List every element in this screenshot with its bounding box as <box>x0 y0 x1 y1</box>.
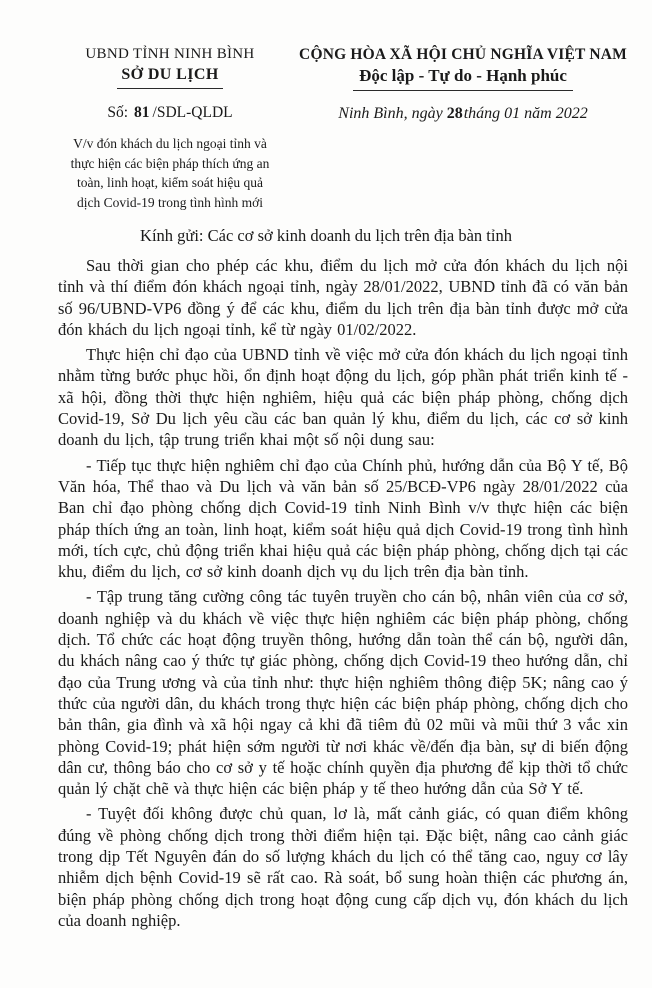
document-number-label: Số: <box>107 104 129 121</box>
national-title: CỘNG HÒA XÃ HỘI CHỦ NGHĨA VIỆT NAM <box>299 46 627 63</box>
body-paragraph: Sau thời gian cho phép các khu, điểm du lịch mở cửa đón khách du lịch nội tỉnh và thí điểm đón khách ngoại tỉnh, ngày 28/01/2022, UBND tỉnh đã có văn bản số 96/UBND-VP6 đồng ý để các khu, điểm du lịch trên địa bàn tỉnh được mở cửa đón khách du lịch ngoại tỉnh, kể từ ngày 01/02/2022. <box>58 256 628 339</box>
subject-line: thực hiện các biện pháp thích ứng an <box>70 155 270 171</box>
subject-line: V/v đón khách du lịch ngoại tỉnh và <box>73 136 267 151</box>
national-block <box>296 44 630 124</box>
document-number <box>44 102 296 123</box>
body-paragraph: Thực hiện chỉ đạo của UBND tỉnh về việc mở cửa đón khách du lịch ngoại tỉnh nhằm từng bước phục hồi, ổn định hoạt động du lịch, góp phần phát triển kinh tế - xã hội, đồng thời thực hiện nghiêm, hiệu quả các biện pháp phòng, chống dịch Covid-19, Sở Du lịch yêu cầu các ban quản lý khu, điểm du lịch, các cơ sở kinh doanh du lịch, tập trung triển khai một số nội dung sau: <box>58 345 628 450</box>
place-date-suffix: tháng 01 năm 2022 <box>463 105 588 122</box>
letter-header <box>0 44 652 212</box>
document-subject <box>51 134 289 212</box>
letter-body <box>58 255 628 931</box>
national-slogan: Độc lập - Tự do - Hạnh phúc <box>353 65 573 91</box>
subject-line: dịch Covid-19 trong tình hình mới <box>76 194 263 210</box>
salutation: Kính gửi: Các cơ sở kinh doanh du lịch trên địa bàn tỉnh <box>140 226 512 245</box>
date-day: 28 <box>446 105 463 122</box>
issuer-block <box>44 44 296 212</box>
issuer-org-name: SỞ DU LỊCH <box>117 64 222 89</box>
document-number-value: 81 <box>134 104 150 121</box>
body-paragraph: - Tiếp tục thực hiện nghiêm chỉ đạo của Chính phủ, hướng dẫn của Bộ Y tế, Bộ Văn hóa, Thể thao và Du lịch và văn bản số 25/BCĐ-VP6 ngày 28/01/2022 của Ban chỉ đạo phòng chống dịch Covid-19 tỉnh Ninh Bình v/v thực hiện các biện pháp thích ứng an toàn, linh hoạt, kiểm soát hiệu quả dịch Covid-19 trong tình hình mới, tích cực, chủ động triển khai hiệu quả các biện pháp phòng, chống dịch tại các khu, điểm du lịch, cơ sở kinh doanh dịch vụ du lịch trên địa bàn tỉnh. <box>58 455 628 582</box>
national-slogan-wrap <box>296 65 630 91</box>
document-number-suffix: /SDL-QLDL <box>152 104 233 121</box>
body-paragraph: - Tuyệt đối không được chủ quan, lơ là, mất cảnh giác, có quan điểm không đúng về phòng chống dịch trong thời điểm hiện tại. Đặc biệt, nâng cao cảnh giác trong dịp Tết Nguyên đán do số lượng khách du lịch có thể tăng cao, nguy cơ lây nhiễm dịch bệnh Covid-19 sẽ rất cao. Rà soát, bổ sung hoàn thiện các phương án, biện pháp phòng chống dịch trong hoạt động cung cấp dịch vụ, đón khách du lịch của doanh nghiệp. <box>58 804 628 930</box>
issuer-org-wrap <box>44 64 296 89</box>
place-and-date <box>296 103 630 124</box>
body-paragraph: - Tập trung tăng cường công tác tuyên truyền cho cán bộ, nhân viên của cơ sở, doanh nghiệp và du khách về việc thực hiện nghiêm các biện pháp phòng, chống dịch. Tổ chức các hoạt động truyền thông, hướng dẫn toàn thể cán bộ, người dân, du khách nâng cao ý thức tự giác phòng, chống dịch Covid-19 theo hướng dẫn, chỉ đạo của Trung ương và của tỉnh như: thực hiện nghiêm thông điệp 5K; nâng cao ý thức của người dân, du khách trong thực hiện các biện pháp phòng, chống dịch cho bản thân, gia đình và xã hội ngay cả khi đã tiêm đủ 02 mũi và mũi thứ 3 vắc xin phòng Covid-19; phát hiện sớm người từ nơi khác về/đến địa bàn, sự di biến động dân cư, thông báo cho cơ sở y tế hoặc chính quyền địa phương để kịp thời tổ chức quản lý chặt chẽ và thực hiện các biện pháp y tế theo hướng dẫn của Sở Y tế. <box>58 587 628 799</box>
place-date-prefix: Ninh Bình, ngày <box>338 105 443 122</box>
issuer-parent-org: UBND TỈNH NINH BÌNH <box>85 46 255 62</box>
subject-line: toàn, linh hoạt, kiểm soát hiệu quả <box>77 175 263 190</box>
